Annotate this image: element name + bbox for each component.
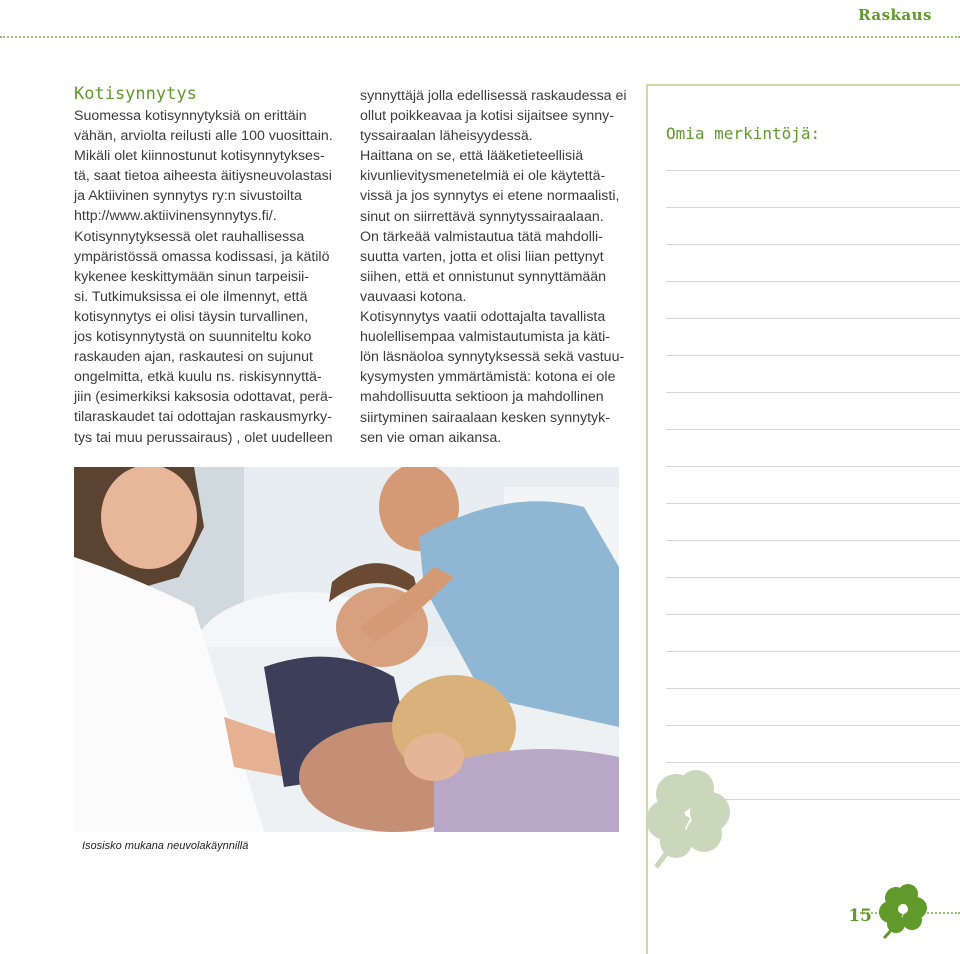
article-column-middle: synnyttäjä jolla edellisessä raskaudessa ei ollut poikkeavaa ja kotisi sijaitsee synny- tyssairaalan läheisyydessä. Haittana on se, että lääketieteellisiä kivunlievitysmenetelmiä ei ole käytettä- vissä ja jos synnytys ei etene normaalisti, sinut on siirrettävä synnytyssairaalaan. On tärkeää valmistautua tätä mahdolli- suutta varten, jotta et olisi liian pettynyt siihen, että et onnistunut synnyttämään vauvaasi kotona. Kotisynnytys vaatii odottajalta tavallista huolellisempaa valmistautumista ja käti- lön läsnäoloa synnytyksessä sekä vastuu- kysymysten ymmärtämistä: kotona ei ole mahdollisuutta sektioon ja mahdollinen siirtyminen sairaalaan kesken synnytyk- sen vie oman aikansa. xyxy=(360,88,627,446)
header-divider xyxy=(0,36,960,38)
article-title: Kotisynnytys xyxy=(74,84,197,104)
note-line xyxy=(666,651,960,652)
notes-title: Omia merkintöjä: xyxy=(666,124,821,143)
article-column-left: Suomessa kotisynnytyksiä on erittäin vähän, arviolta reilusti alle 100 vuosittain. Mikäli olet kiinnostunut kotisynnytykses- tä, saat tietoa aiheesta äitiysneuvolastasi ja Aktiivinen synnytys ry:n sivustoilta http://www.aktiivinensynnytys.fi/. Kotisynnytyksessä olet rauhallisessa ympäristössä omassa kodissasi, ja kätilö kykenee keskittymään sinun tarpeisii- si. Tutkimuksissa ei ole ilmennyt, että kotisynnytys ei olisi täysin turvallinen, jos kotisynnytystä on suunniteltu koko raskauden ajan, raskautesi on sujunut ongelmitta, etkä kuulu ns. riskisynnyttä- jiin (esimerkiksi kaksosia odottavat, perä- tilaraskaudet tai odottajan raskausmyrky- tys tai muu perussairaus) , olet uudelleen xyxy=(74,108,333,446)
note-line xyxy=(666,725,960,726)
note-line xyxy=(666,355,960,356)
page-number: 15 xyxy=(848,906,872,926)
note-line xyxy=(666,577,960,578)
note-line xyxy=(666,392,960,393)
note-line xyxy=(666,540,960,541)
photo-caption: Isosisko mukana neuvolakäynnillä xyxy=(82,840,249,852)
note-line xyxy=(666,170,960,171)
clover-icon xyxy=(636,762,746,872)
section-header: Raskaus xyxy=(858,6,932,24)
note-line xyxy=(666,244,960,245)
note-line xyxy=(666,318,960,319)
note-line xyxy=(666,429,960,430)
note-line xyxy=(666,207,960,208)
note-line xyxy=(666,614,960,615)
note-line xyxy=(666,688,960,689)
clover-icon xyxy=(874,880,934,940)
note-line xyxy=(666,466,960,467)
note-line xyxy=(666,281,960,282)
note-line xyxy=(666,503,960,504)
article-photo xyxy=(74,467,619,863)
